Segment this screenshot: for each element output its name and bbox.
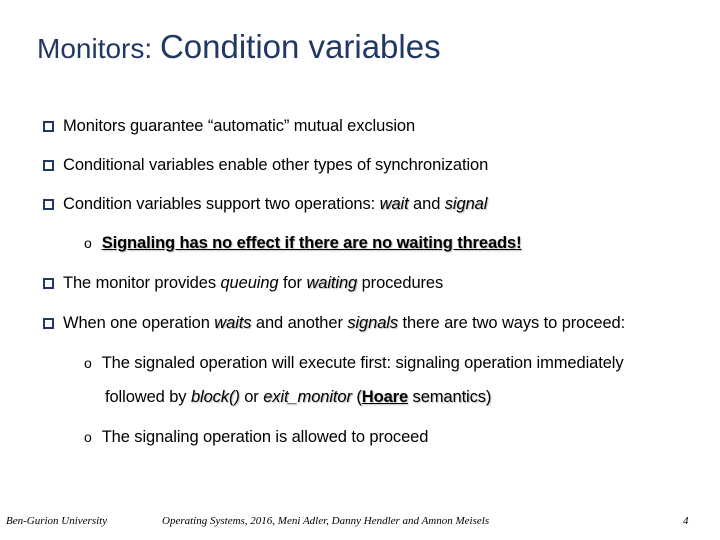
bullet-2-text: Conditional variables enable other types of synchronization	[63, 156, 489, 174]
sub-bullet-2-line2	[105, 388, 491, 407]
square-bullet-icon	[43, 121, 54, 132]
slide-title	[37, 28, 441, 66]
bullet-4-for: for	[278, 274, 307, 292]
bullet-3-text: Condition variables support two operations:	[63, 195, 380, 213]
term-signal: signal	[444, 195, 488, 213]
title-prefix: Monitors:	[37, 33, 160, 64]
circle-bullet-icon: o	[84, 429, 92, 445]
sub-bullet-2-or: or	[239, 388, 264, 406]
sub-bullet-3-text: The signaling operation is allowed to proceed	[101, 428, 429, 446]
bullet-5-post: there are two ways to proceed:	[398, 314, 626, 332]
page-number: 4	[683, 515, 689, 527]
bullet-3-and: and	[408, 195, 445, 213]
bullet-2	[43, 156, 488, 175]
term-exit-monitor: exit_monitor	[263, 388, 352, 406]
square-bullet-icon	[43, 199, 54, 210]
sub-bullet-2-post: semantics)	[408, 388, 492, 406]
sub-bullet-2-line1: The signaled operation will execute first: signaling operation immediately	[101, 354, 624, 372]
bullet-1	[43, 117, 415, 136]
circle-bullet-icon: o	[84, 355, 92, 371]
bullet-5-text: When one operation	[63, 314, 215, 332]
term-waits: waits	[214, 314, 252, 332]
bullet-4-text: The monitor provides	[63, 274, 221, 292]
bullet-1-text: Monitors guarantee “automatic” mutual exclusion	[63, 117, 416, 135]
bullet-3	[43, 195, 487, 214]
term-signals: signals	[347, 314, 399, 332]
sub-bullet-1	[84, 234, 522, 253]
bullet-4-post: procedures	[357, 274, 444, 292]
bullet-5	[43, 314, 625, 333]
sub-bullet-3	[84, 428, 428, 447]
bullet-4	[43, 274, 443, 293]
term-queuing: queuing	[220, 274, 279, 292]
footer-course: Operating Systems, 2016, Meni Adler, Danny Hendler and Amnon Meisels	[162, 515, 490, 527]
term-hoare: Hoare	[361, 388, 409, 406]
sub-bullet-1-text: Signaling has no effect if there are no waiting threads!	[101, 234, 522, 252]
term-wait: wait	[379, 195, 409, 213]
square-bullet-icon	[43, 278, 54, 289]
term-block: block()	[190, 388, 240, 406]
sub-bullet-2-open: (	[351, 388, 362, 406]
footer-university: Ben-Gurion University	[6, 515, 108, 527]
sub-bullet-2-pre: followed by	[105, 388, 191, 406]
square-bullet-icon	[43, 318, 54, 329]
square-bullet-icon	[43, 160, 54, 171]
term-waiting: waiting	[306, 274, 358, 292]
sub-bullet-2	[84, 354, 624, 373]
title-main: Condition variables	[159, 28, 441, 65]
bullet-5-mid: and another	[251, 314, 348, 332]
circle-bullet-icon: o	[84, 235, 92, 251]
